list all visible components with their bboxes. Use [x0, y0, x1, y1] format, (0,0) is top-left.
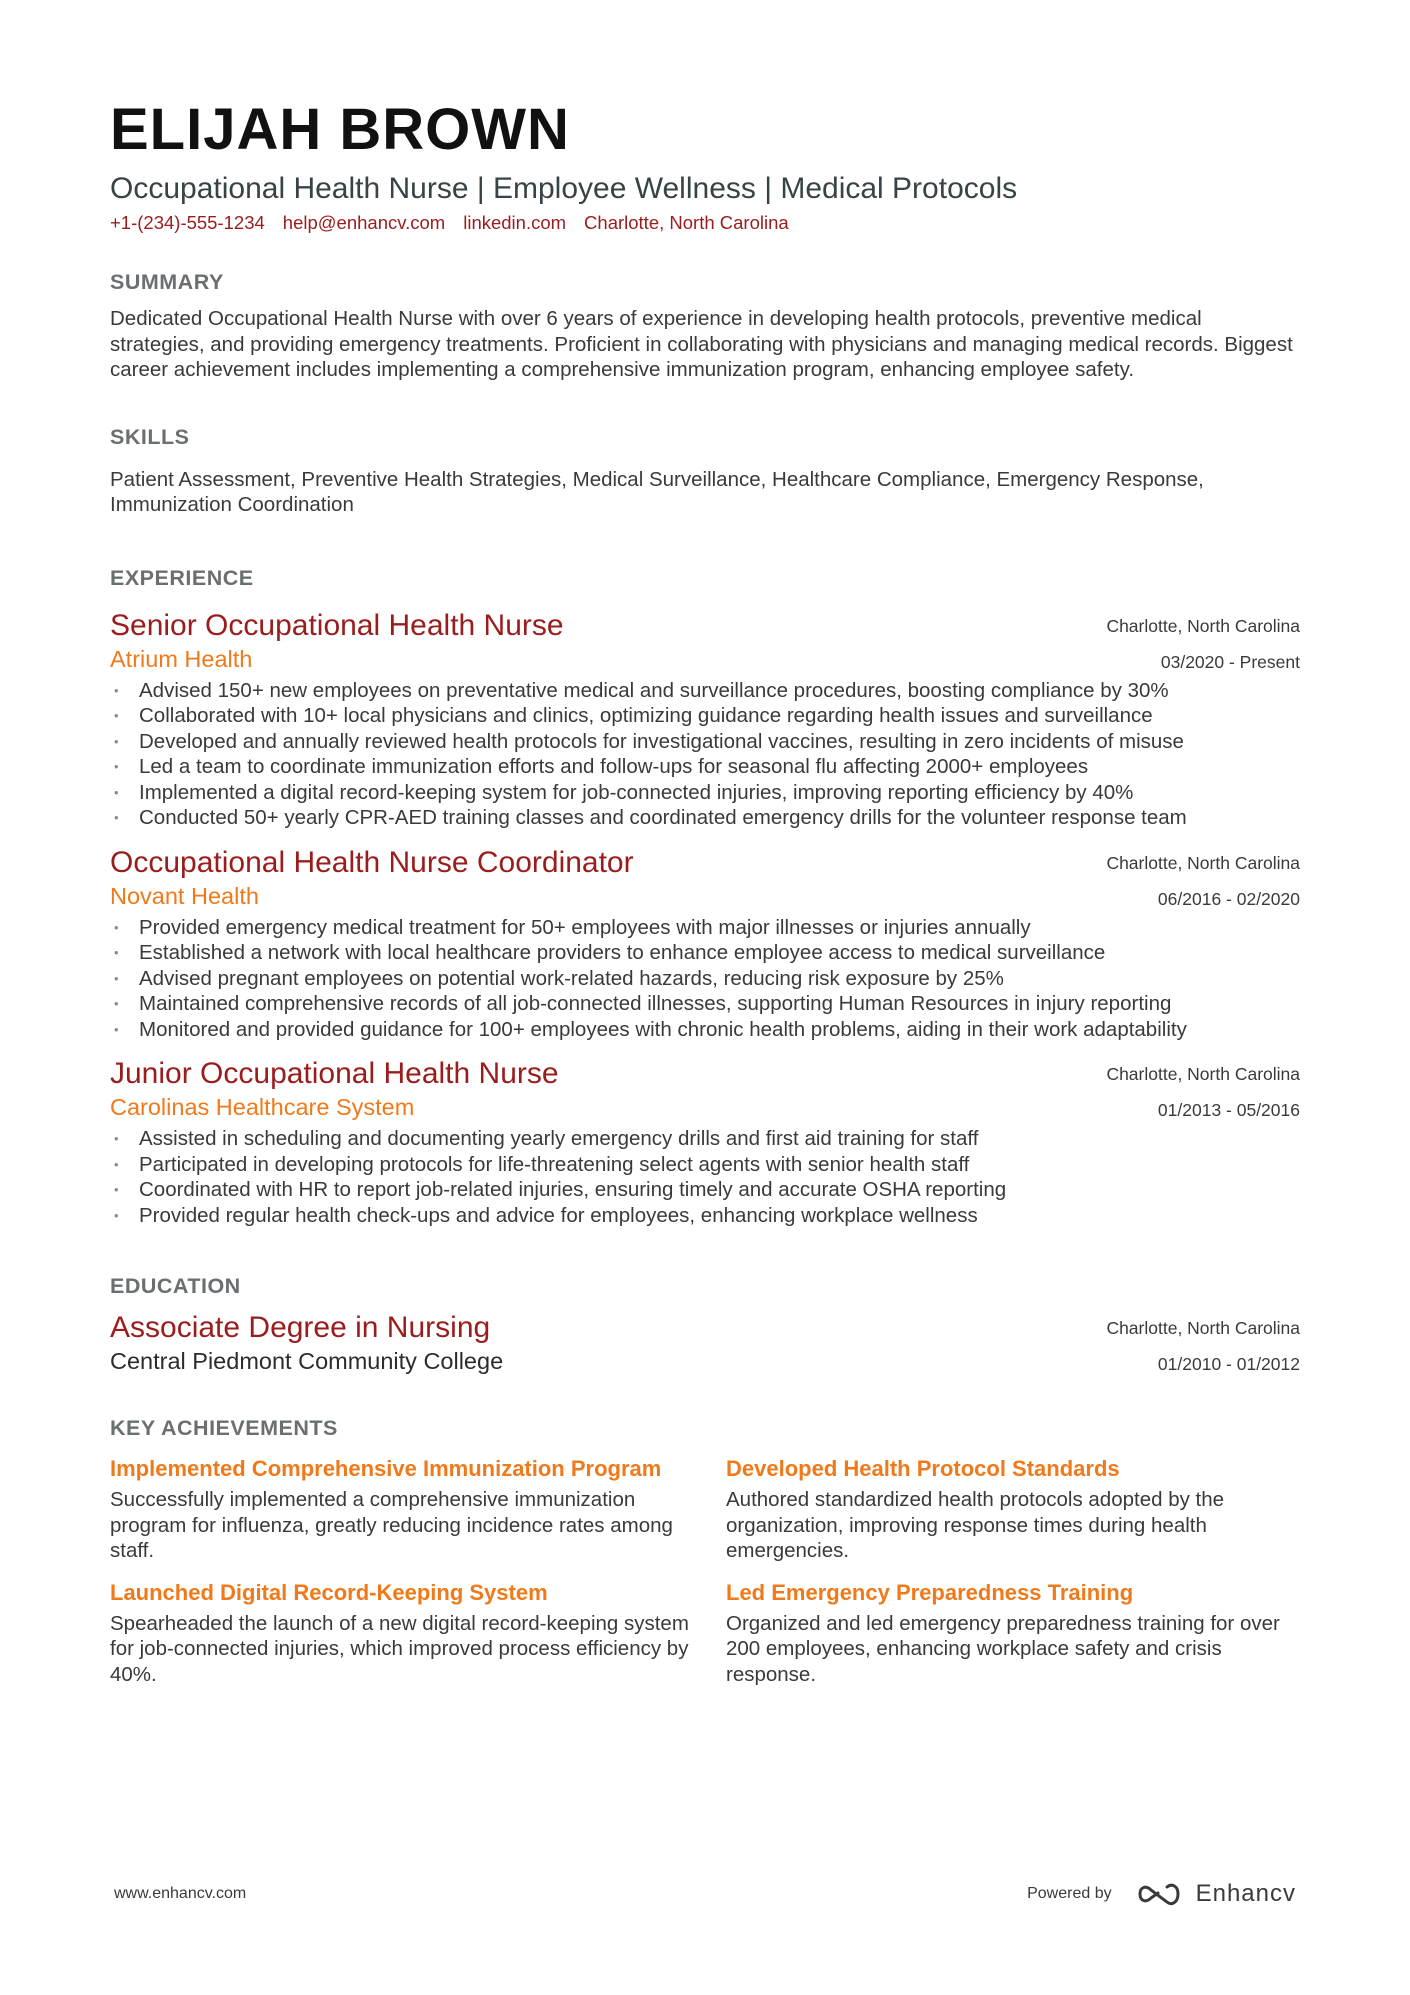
job-title: Occupational Health Nurse Coordinator [110, 845, 634, 879]
degree-name: Associate Degree in Nursing [110, 1311, 491, 1344]
candidate-headline: Occupational Health Nurse | Employee Wellness | Medical Protocols [110, 172, 1018, 205]
skills-text: Patient Assessment, Preventive Health Strategies, Medical Surveillance, Healthcare Compliance, Emergency Response, Immunization Coordination [110, 467, 1204, 516]
achievement-text: Spearheaded the launch of a new digital record-keeping system for job-connected injuries, which improved process efficiency by 40%. [110, 1611, 689, 1686]
job-bullets [110, 1126, 1300, 1228]
contact-location: Charlotte, North Carolina [584, 212, 789, 233]
bullet-item: • Coordinated with HR to report job-related injuries, ensuring timely and accurate OSHA reporting [110, 1177, 1300, 1203]
footer-brand [1027, 1880, 1296, 1908]
contact-linkedin[interactable]: linkedin.com [463, 212, 567, 233]
bullet-item: • Advised 150+ new employees on preventative medical and surveillance procedures, boosting compliance by 30% [110, 678, 1300, 704]
education-entry [110, 1310, 1300, 1376]
job-location: Charlotte, North Carolina [1106, 852, 1300, 873]
achievement-text: Successfully implemented a comprehensive immunization program for influenza, greatly reducing incidence rates among staff. [110, 1488, 673, 1562]
achievement-item [726, 1578, 1300, 1688]
school-name: Central Piedmont Community College [110, 1348, 504, 1374]
job-title: Junior Occupational Health Nurse [110, 1057, 559, 1090]
job-dates: 01/2013 - 05/2016 [1157, 1100, 1300, 1120]
achievement-title: Led Emergency Preparedness Training [726, 1579, 1134, 1605]
bullet-item: • Assisted in scheduling and documenting yearly emergency drills and first aid training for staff [110, 1126, 1300, 1152]
job-dates: 06/2016 - 02/2020 [1157, 888, 1300, 909]
page-footer [114, 1880, 1296, 1908]
achievement-item [726, 1454, 1300, 1564]
company-name: Carolinas Healthcare System [110, 1094, 415, 1120]
education-dates: 01/2010 - 01/2012 [1157, 1354, 1300, 1374]
contact-email[interactable]: help@enhancv.com [282, 212, 446, 233]
job-location: Charlotte, North Carolina [1106, 615, 1300, 636]
bullet-item: • Collaborated with 10+ local physicians and clinics, optimizing guidance regarding health issues and surveillance [110, 703, 1300, 729]
achievement-title: Developed Health Protocol Standards [726, 1456, 1120, 1481]
achievement-title: Implemented Comprehensive Immunization Program [110, 1456, 662, 1481]
job-meta [1106, 608, 1300, 680]
achievement-text: Organized and led emergency preparedness training for over 200 employees, enhancing workplace safety and crisis response. [726, 1611, 1280, 1686]
experience-entry [110, 608, 1300, 831]
bullet-item: • Established a network with local healthcare providers to enhance employee access to medical surveillance [110, 940, 1300, 966]
bullet-item: • Provided emergency medical treatment for 50+ employees with major illnesses or injuries annually [110, 915, 1300, 941]
education-location: Charlotte, North Carolina [1106, 1318, 1300, 1338]
achievement-item [110, 1454, 726, 1564]
summary-text: Dedicated Occupational Health Nurse with over 6 years of experience in developing health protocols, preventive medical strategies, and providing emergency treatments. Proficient in collaborating with physicians and managing medical records. Biggest career achievement includes implementing a comprehensive immunization program, enhancing employee safety. [110, 307, 1293, 381]
achievement-title: Launched Digital Record-Keeping System [110, 1579, 548, 1605]
experience-entry [110, 1056, 1300, 1228]
section-title: SKILLS [110, 424, 190, 449]
section-title: EXPERIENCE [110, 565, 254, 590]
contact-phone[interactable]: +1-(234)-555-1234 [110, 212, 265, 233]
achievement-text: Authored standardized health protocols adopted by the organization, improving response times during health emergencies. [726, 1488, 1225, 1562]
job-location: Charlotte, North Carolina [1106, 1064, 1300, 1084]
bullet-item: • Implemented a digital record-keeping system for job-connected injuries, improving reporting efficiency by 40% [110, 780, 1300, 806]
section-title: EDUCATION [110, 1274, 241, 1298]
footer-url[interactable]: www.enhancv.com [114, 1885, 247, 1902]
experience-section [110, 564, 1300, 1229]
bullet-item: • Provided regular health check-ups and advice for employees, enhancing workplace wellness [110, 1203, 1300, 1229]
bullet-item: • Monitored and provided guidance for 100+ employees with chronic health problems, aiding in their work adaptability [110, 1017, 1300, 1043]
skills-section [110, 423, 1300, 518]
job-bullets [110, 915, 1300, 1043]
summary-section [110, 268, 1300, 383]
bullet-item: • Maintained comprehensive records of all job-connected illnesses, supporting Human Resources in injury reporting [110, 991, 1300, 1017]
bullet-item: • Led a team to coordinate immunization efforts and follow-ups for seasonal flu affecting 2000+ employees [110, 754, 1300, 780]
job-meta [1106, 1056, 1300, 1128]
job-dates: 03/2020 - Present [1160, 651, 1300, 672]
bullet-item: • Developed and annually reviewed health protocols for investigational vaccines, resulting in zero incidents of misuse [110, 729, 1300, 755]
bullet-item: • Conducted 50+ yearly CPR-AED training classes and coordinated emergency drills for the volunteer response team [110, 805, 1300, 831]
candidate-name: ELIJAH BROWN [110, 97, 570, 162]
experience-entry [110, 845, 1300, 1043]
company-name: Novant Health [110, 882, 259, 909]
section-title: KEY ACHIEVEMENTS [110, 1416, 338, 1440]
bullet-item: • Participated in developing protocols for life-threatening select agents with senior health staff [110, 1152, 1300, 1178]
achievement-item [110, 1578, 726, 1688]
education-section [110, 1272, 1300, 1376]
section-title: SUMMARY [110, 270, 224, 294]
company-name: Atrium Health [110, 645, 253, 672]
resume-header [110, 98, 1300, 236]
powered-by-label: Powered by [1027, 1885, 1112, 1902]
job-meta [1106, 845, 1300, 917]
education-meta [1106, 1310, 1300, 1382]
job-bullets [110, 678, 1300, 831]
achievements-grid [110, 1454, 1300, 1687]
brand-name: Enhancv [1195, 1880, 1296, 1907]
achievements-section [110, 1414, 1300, 1687]
enhancv-logo-icon [1136, 1881, 1182, 1907]
bullet-item: • Advised pregnant employees on potential work-related hazards, reducing risk exposure by 25% [110, 966, 1300, 992]
job-title: Senior Occupational Health Nurse [110, 608, 564, 642]
contact-info [110, 210, 1300, 236]
